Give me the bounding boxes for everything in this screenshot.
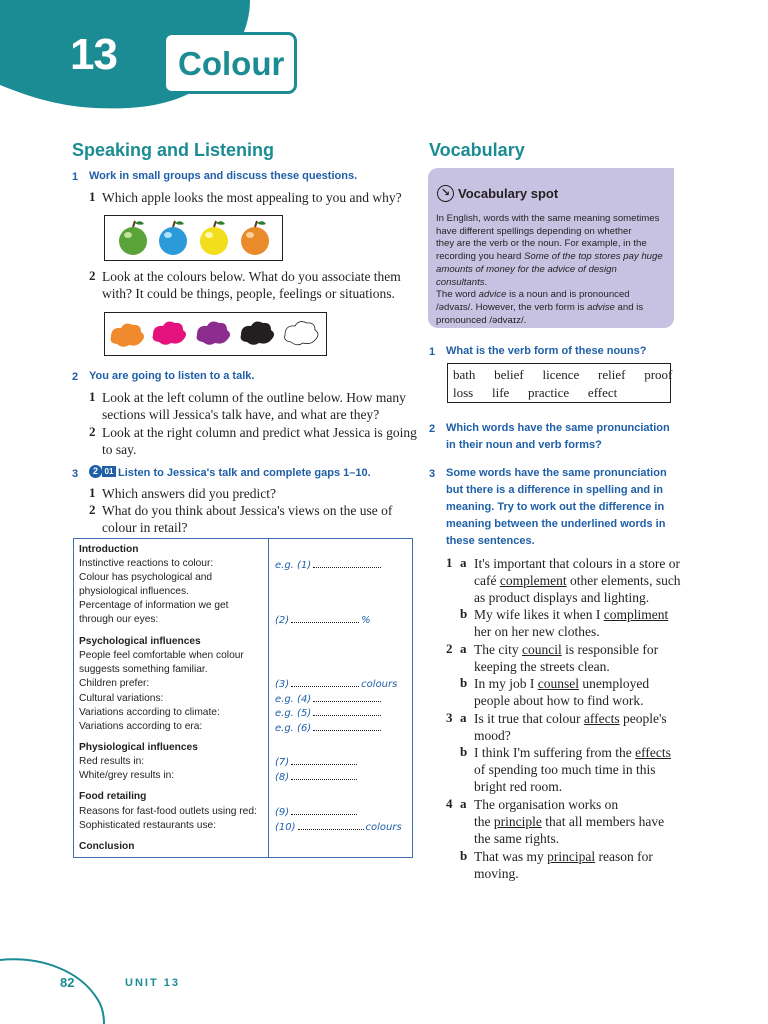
outline-line: Reasons for fast-food outlets using red: [79,806,257,817]
sub-question-number: 1 [89,189,96,204]
sentence-text: of spending too much time in this [474,762,656,777]
question-number: 1 [72,171,79,183]
speaking-heading: Speaking and Listening [72,140,275,160]
question-text: Which words have the same pronunciation [446,422,670,434]
sub-question-text: sections will Jessica's talk have, and what are they? [102,407,380,422]
sentence-number: 2 [446,641,453,656]
outline-section-heading: Introduction [79,544,139,555]
orange-blob-icon [111,324,144,347]
question-text: Listen to Jessica's talk and complete gaps 1–10. [118,467,371,479]
question-text: Some words have the same pronunciation [446,467,667,479]
sub-question-text: to say. [102,442,137,457]
apples-image [105,216,282,260]
sub-question-text: Look at the colours below. What do you associate them [102,269,401,284]
sentence-text: It's important that colours in a store or [474,556,681,571]
sub-question-text: colour in retail? [102,520,188,535]
sentence-text: moving. [474,866,519,881]
cd-icon[interactable]: 2 [89,465,102,478]
sentence-text: bright red room. [474,779,563,794]
gap-9[interactable]: (9) [275,806,359,818]
question-number: 2 [72,371,79,383]
sub-question-text: with? It could be things, people, feelings or situations. [102,286,395,301]
sentence-text: café complement other elements, such [474,573,681,588]
sentence-text: Is it true that colour affects people's [474,711,667,726]
footer-unit-label: UNIT 13 [125,977,180,989]
page-number: 82 [60,975,75,990]
sentence-number: 3 [446,710,453,725]
gap-10[interactable]: (10) colours [275,822,402,833]
gap-3[interactable]: (3) colours [275,679,398,690]
sentence-letter: a [460,710,467,725]
outline-line: Cultural variations: [79,693,164,704]
sentence-letter: b [460,675,468,690]
sub-question-text: Which answers did you predict? [102,486,276,501]
outline-line: Sophisticated restaurants use: [79,820,217,831]
vocabulary-spot-title: Vocabulary spot [458,186,559,201]
question-number: 3 [429,468,436,480]
apples-image-box [104,215,283,261]
outline-section-heading: Conclusion [79,841,135,852]
outline-line: Red results in: [79,756,145,767]
sub-question-text: Look at the right column and predict what Jessica is going [102,425,417,440]
sub-question-number: 2 [89,424,96,439]
sentence-text: mood? [474,728,511,743]
apple-blue-icon [159,221,187,255]
question-text: meaning. Try to work out the difference in [446,501,665,513]
question-text: but there is a difference in spelling and in [446,484,663,496]
sub-question-number: 2 [89,502,96,517]
outline-line: Children prefer: [79,678,150,689]
vocabulary-spot-text: In English, words with the same meaning sometimes have different spellings depending on whether they are the verb or the noun. For example, in the recording you heard Some of the top stores pay huge amounts of money for the advice of design consultants. The word advice is a noun and is pronounced /ədvaɪs/. However, the verb form is advise and is pronounced /ədvaɪz/. [436,213,663,326]
gap-7[interactable]: (7) [275,756,359,768]
outline-line: Colour has psychological and [79,572,213,583]
question-text: meaning between the underlined words in [446,518,666,530]
purple-blob-icon [197,322,230,345]
sentence-number: 4 [446,796,453,811]
apple-orange-icon [241,221,269,255]
gap-1[interactable]: e.g. (1) [275,559,383,571]
question-number: 3 [72,468,79,480]
sentence-letter: a [460,796,467,811]
outline-line: People feel comfortable when colour [79,650,244,661]
outline-line: through our eyes: [79,614,159,625]
outline-line: Instinctive reactions to colour: [79,558,214,569]
sentence-letter: b [460,744,468,759]
outline-divider [268,538,269,858]
outline-line: Variations according to climate: [79,707,220,718]
gap-5[interactable]: e.g. (5) [275,707,383,719]
word-list-row: loss life practice effect [453,385,618,400]
title-box [163,32,297,94]
sentence-letter: b [460,848,468,863]
sub-question-number: 1 [89,389,96,404]
sub-question-number: 1 [89,485,96,500]
white-blob-icon [285,322,318,345]
gap-6[interactable]: e.g. (6) [275,722,383,734]
sentence-text: That was my principal reason for [474,849,653,864]
outline-section-heading: Food retailing [79,791,147,802]
sentence-text: people about how to find work. [474,693,644,708]
sentence-letter: b [460,606,468,621]
question-text: Work in small groups and discuss these questions. [89,170,358,182]
colour-blobs-image [105,313,326,355]
sub-question-text: Which apple looks the most appealing to you and why? [102,190,402,205]
outline-line: White/grey results in: [79,770,175,781]
gap-4[interactable]: e.g. (4) [275,693,383,705]
outline-line: Variations according to era: [79,721,203,732]
sentence-text: The city council is responsible for [474,642,659,657]
sentence-letter: a [460,641,467,656]
outline-line: suggests something familiar. [79,664,208,675]
page-title: Colour [178,45,285,82]
pink-blob-icon [153,322,186,345]
outline-section-heading: Physiological influences [79,742,198,753]
sub-question-number: 2 [89,268,96,283]
vocabulary-heading: Vocabulary [429,140,525,160]
sub-question-text: Look at the left column of the outline below. How many [102,390,406,405]
outline-line: Percentage of information we get [79,600,229,611]
sentence-text: her on her new clothes. [474,624,600,639]
question-number: 1 [429,346,436,358]
sentence-text: In my job I counsel unemployed [474,676,650,691]
question-text: in their noun and verb forms? [446,439,602,451]
question-text: You are going to listen to a talk. [89,370,255,382]
colour-blobs-box [104,312,327,356]
sentence-text: the same rights. [474,831,560,846]
sentence-text: keeping the streets clean. [474,659,610,674]
gap-8[interactable]: (8) [275,771,359,783]
sub-question-text: What do you think about Jessica's views on the use of [102,503,393,518]
sentence-number: 1 [446,555,453,570]
question-number: 2 [429,423,436,435]
outline-line: physiological influences. [79,586,189,597]
arrow-circle-icon: ↘ [437,185,454,202]
sentence-text: as product displays and lighting. [474,590,650,605]
sentence-letter: a [460,555,467,570]
sentence-text: I think I'm suffering from the effects [474,745,671,760]
black-blob-icon [241,322,274,345]
sentence-text: the principle that all members have [474,814,665,829]
word-list-row: bath belief licence relief proof [453,367,673,382]
track-badge[interactable]: 01 [102,466,116,477]
gap-2[interactable]: (2) % [275,615,371,626]
apple-green-icon [119,221,147,255]
sentence-text: My wife likes it when I compliment [474,607,669,622]
sentence-text: The organisation works on [474,797,619,812]
question-text: these sentences. [446,535,535,547]
apple-yellow-icon [200,221,228,255]
outline-section-heading: Psychological influences [79,636,201,647]
question-text: What is the verb form of these nouns? [446,345,647,357]
unit-number: 13 [70,30,117,79]
